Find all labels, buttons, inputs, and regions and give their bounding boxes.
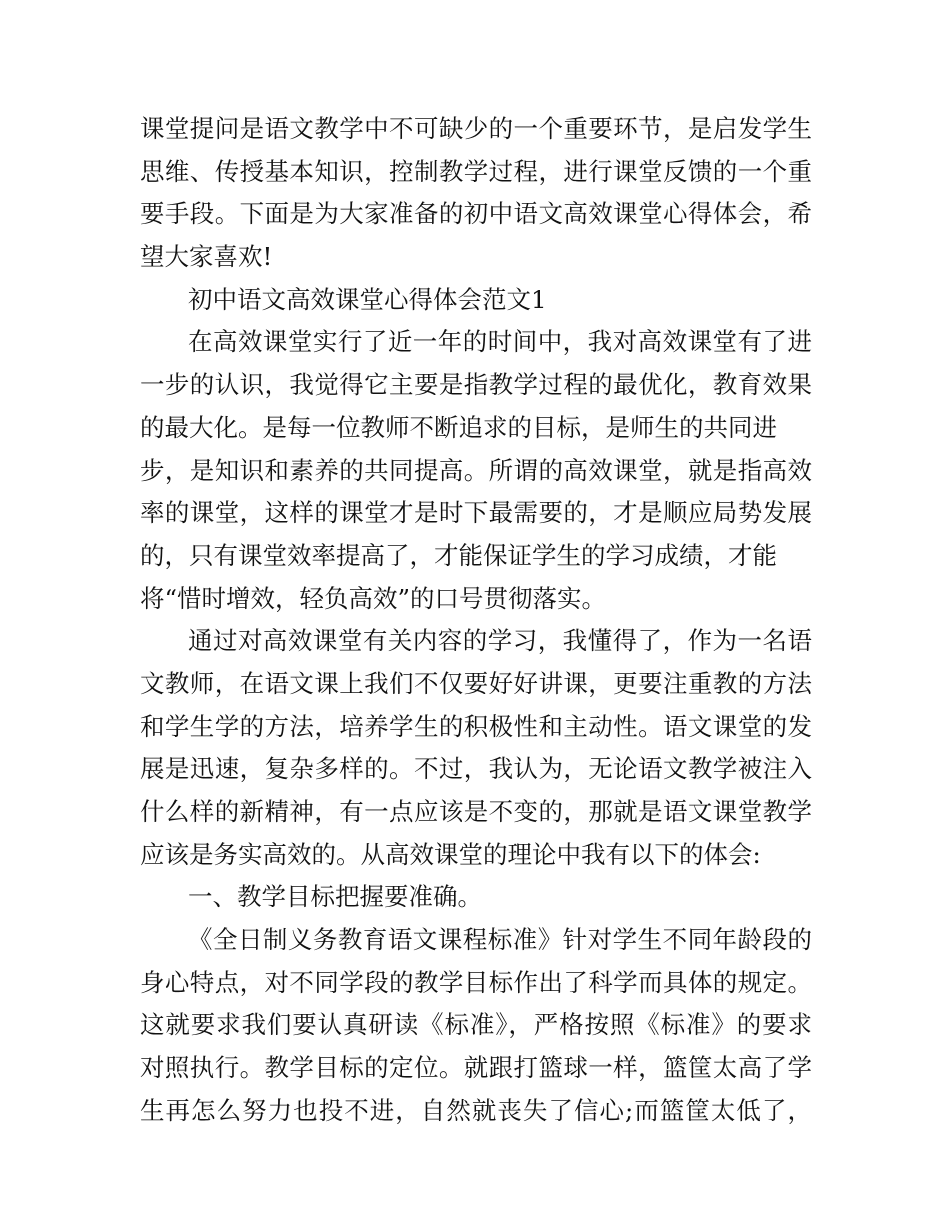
text-line: 望大家喜欢! <box>140 242 273 272</box>
text-line: 文教师，在语文课上我们不仅要好好讲课，更要注重教的方法 <box>140 668 812 698</box>
section-heading: 一、教学目标把握要准确。 <box>188 882 482 912</box>
text-line: 将“惜时增效，轻负高效”的口号贯彻落实。 <box>140 583 607 613</box>
text-line: 步，是知识和素养的共同提高。所谓的高效课堂，就是指高效 <box>140 455 812 485</box>
text-line: 通过对高效课堂有关内容的学习，我懂得了，作为一名语 <box>188 626 812 656</box>
text-line: 的，只有课堂效率提高了，才能保证学生的学习成绩，才能 <box>140 540 777 570</box>
text-line: 这就要求我们要认真研读《标准》，严格按照《标准》的要求 <box>140 1010 812 1040</box>
section-heading: 初中语文高效课堂心得体会范文1 <box>188 284 547 314</box>
text-line: 和学生学的方法，培养学生的积极性和主动性。语文课堂的发 <box>140 711 812 741</box>
text-line: 对照执行。教学目标的定位。就跟打篮球一样，篮筐太高了学 <box>140 1053 812 1083</box>
text-line: 生再怎么努力也投不进，自然就丧失了信心;而篮筐太低了， <box>140 1095 812 1125</box>
text-line: 率的课堂，这样的课堂才是时下最需要的，才是顺应局势发展 <box>140 498 812 528</box>
text-line: 在高效课堂实行了近一年的时间中，我对高效课堂有了进 <box>188 327 812 357</box>
text-line: 思维、传授基本知识，控制教学过程，进行课堂反馈的一个重 <box>140 156 812 186</box>
text-line: 《全日制义务教育语文课程标准》针对学生不同年龄段的 <box>188 925 812 955</box>
text-line: 要手段。下面是为大家准备的初中语文高效课堂心得体会，希 <box>140 199 812 229</box>
body-text <box>140 108 812 1133</box>
text-line: 应该是务实高效的。从高效课堂的理论中我有以下的体会: <box>140 839 761 869</box>
text-line: 什么样的新精神，有一点应该是不变的，那就是语文课堂教学 <box>140 797 812 826</box>
text-line: 展是迅速，复杂多样的。不过，我认为，无论语文教学被注入 <box>140 754 812 784</box>
text-line: 身心特点，对不同学段的教学目标作出了科学而具体的规定。 <box>140 967 812 997</box>
text-line: 课堂提问是语文教学中不可缺少的一个重要环节，是启发学生 <box>140 114 812 143</box>
text-line: 一步的认识，我觉得它主要是指教学过程的最优化，教育效果 <box>140 370 812 400</box>
text-line: 的最大化。是每一位教师不断追求的目标，是师生的共同进 <box>140 412 777 442</box>
